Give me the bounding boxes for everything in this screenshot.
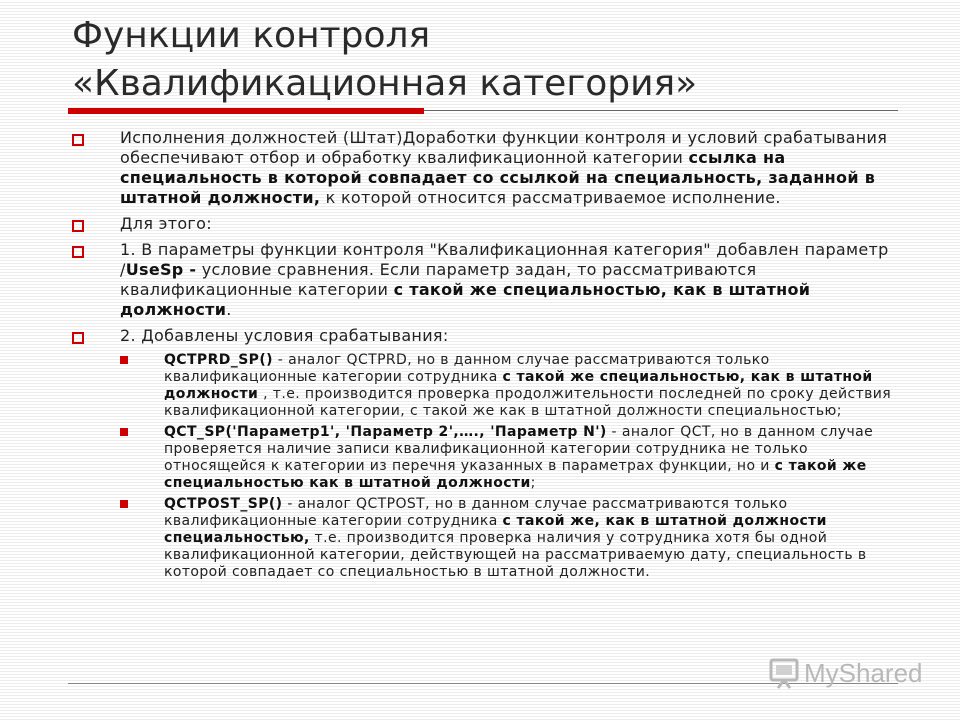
p3-emphasis: с такой же специальностью, как в штатной должности <box>120 280 811 319</box>
filled-square-bullet-icon <box>120 356 128 364</box>
p1-text: Исполнения должностей (Штат)Доработки функции контроля и условий срабатывания обеспечивают отбор и обработку квалификационной категории <box>120 128 888 167</box>
s1-text: - аналог QCTPRD, но в данном случае рассматриваются только квалификационные категории сотрудника <box>164 352 770 385</box>
slide-title-line-2: «Квалификационная категория» <box>72 63 698 104</box>
filled-square-bullet-icon <box>120 500 128 508</box>
s3-function-name: QCTPOST_SP() <box>164 496 283 512</box>
s2-function-name: QCT_SP('Параметр1', 'Параметр 2',…., 'Параметр N') <box>164 424 607 440</box>
watermark-logo <box>768 656 938 690</box>
bullet-paragraph-2 <box>70 214 900 234</box>
p1-emphasis: ссылка на специальность в которой совпадает со ссылкой на специальность, заданной в штатной должности, <box>120 148 876 207</box>
s3-text: - аналог QCTPOST, но в данном случае рассматриваются только квалификационные категории сотрудника <box>164 496 788 529</box>
p4-text: 2. Добавлены условия срабатывания: <box>120 326 449 345</box>
s2-emphasis: с такой же специальностью как в штатной должности <box>164 458 867 491</box>
s1-emphasis: с такой же специальностью, как в штатной должности <box>164 369 873 402</box>
watermark-text: MyShared <box>804 658 923 688</box>
p3-param-name: UseSp - <box>125 260 197 279</box>
p3-text: 1. В параметры функции контроля "Квалификационная категория" добавлен параметр / <box>120 240 889 279</box>
filled-square-bullet-icon <box>120 428 128 436</box>
hollow-square-bullet-icon <box>72 246 84 258</box>
hollow-square-bullet-icon <box>72 220 84 232</box>
s2-text: - аналог QCT, но в данном случае проверяется наличие записи квалификационной категории сотрудника не только относящейся к категории из перечня указанных в параметрах функции, но и <box>164 424 874 474</box>
sub-bullet-qctpost-sp <box>70 496 900 581</box>
p1-tail: к которой относится рассматриваемое исполнение. <box>320 188 781 207</box>
s1-function-name: QCTPRD_SP() <box>164 352 273 368</box>
s2-tail: ; <box>530 475 536 491</box>
sub-bullet-qct-sp <box>70 424 900 492</box>
p3-tail: . <box>226 300 232 319</box>
title-divider-rule <box>424 110 898 111</box>
sub-bullet-qctprd-sp <box>70 352 900 420</box>
title-accent-rule <box>68 108 424 114</box>
s1-tail: , т.е. производится проверка продолжительности последней по сроку действия квалификационной категории, с такой же как в штатной должности специальностью; <box>164 386 892 419</box>
p2-text: Для этого: <box>120 214 212 233</box>
slide-title-line-1: Функции контроля <box>72 15 431 56</box>
presentation-board-icon <box>768 656 802 690</box>
s3-emphasis: с такой же, как в штатной должности специальностью, <box>164 513 827 546</box>
hollow-square-bullet-icon <box>72 134 84 146</box>
s3-tail: т.е. производится проверка наличия у сотрудника хотя бы одной квалификационной категории, действующей на рассматриваемую дату, специальность в которой совпадает со специальностью в штатной должности. <box>164 530 867 580</box>
bullet-paragraph-4 <box>70 326 900 346</box>
bullet-paragraph-3 <box>70 240 900 320</box>
hollow-square-bullet-icon <box>72 332 84 344</box>
p3-text-2: условие сравнения. Если параметр задан, то рассматриваются квалификационные категории <box>120 260 757 299</box>
bullet-paragraph-1 <box>70 128 900 208</box>
slide-content <box>70 128 900 585</box>
